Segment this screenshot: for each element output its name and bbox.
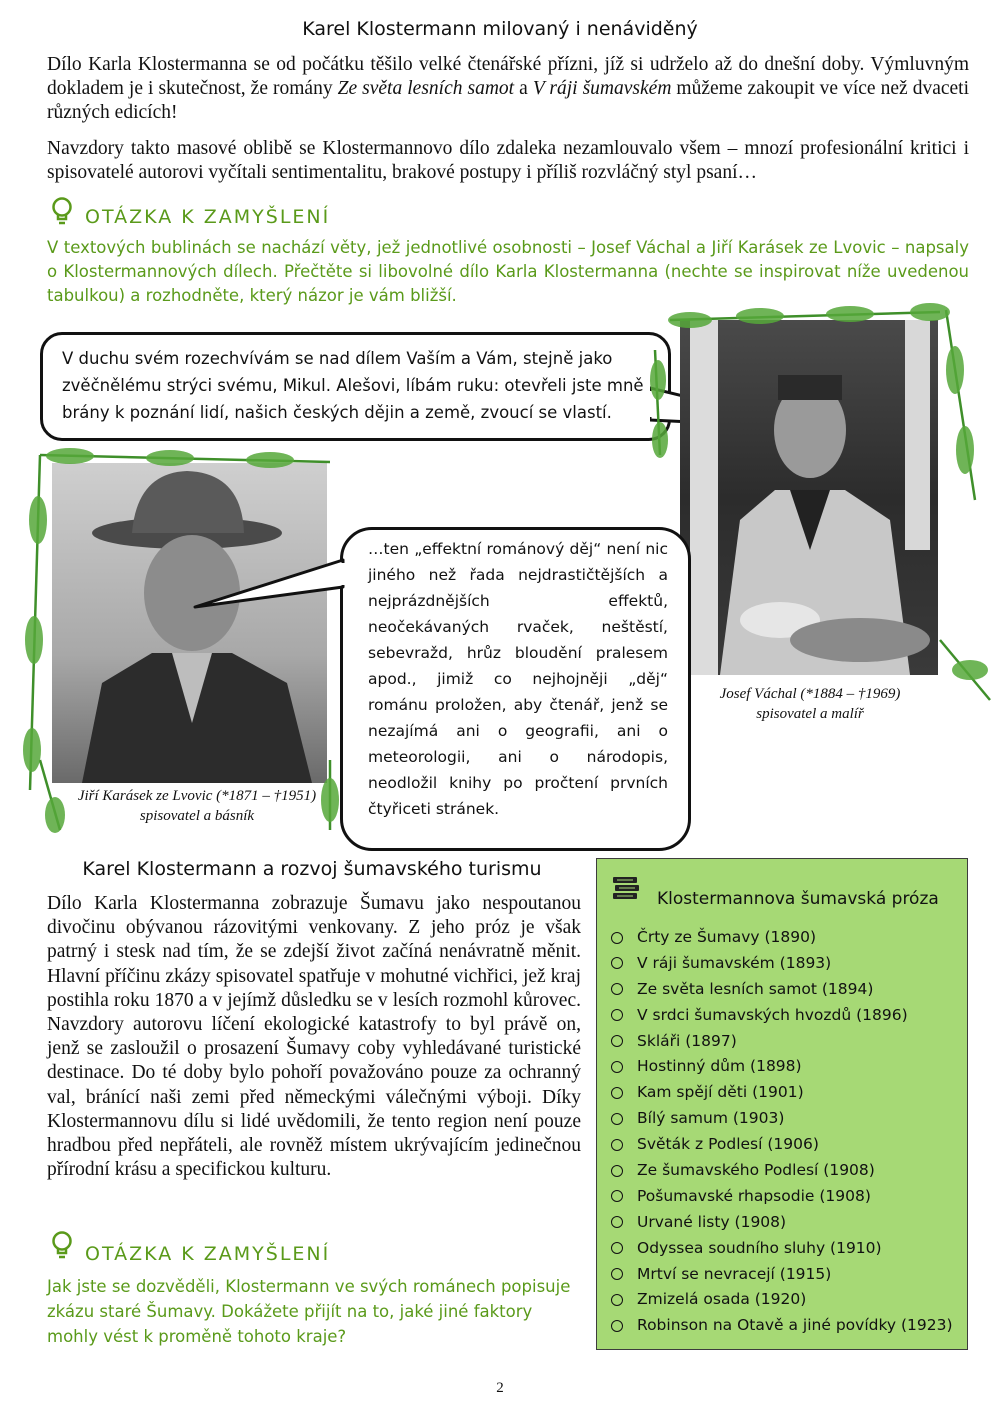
question-heading-1: OTÁZKA K ZAMYŠLENÍ bbox=[85, 206, 331, 228]
bullet-icon bbox=[611, 1113, 623, 1125]
bullet-icon bbox=[611, 1268, 623, 1280]
work-title: Ze světa lesních samot (1894) bbox=[637, 979, 874, 998]
works-list bbox=[611, 925, 961, 1339]
title-v-raji: V ráji šumavském bbox=[532, 78, 672, 99]
bullet-icon bbox=[611, 1242, 623, 1254]
question-heading-2: OTÁZKA K ZAMYŠLENÍ bbox=[85, 1243, 331, 1265]
bullet-icon bbox=[611, 1294, 623, 1306]
work-title: Ze šumavského Podlesí (1908) bbox=[637, 1161, 875, 1180]
bullet-icon bbox=[611, 1139, 623, 1151]
caption-vachal-role: spisovatel a malíř bbox=[756, 706, 864, 722]
bullet-icon bbox=[611, 957, 623, 969]
works-list-box bbox=[596, 858, 968, 1350]
bullet-icon bbox=[611, 1165, 623, 1177]
books-icon bbox=[611, 873, 641, 903]
speech-bubble-vachal-text: V duchu svém rozechvívám se nad dílem Vaším a Vám, stejně jako zvěčnělému strýci svému, Mikul. Alešovi, líbám ruku: otevřeli jste mně brány k poznání lidí, našich českých dějin a země, zvoucí se vlastí. bbox=[62, 349, 644, 422]
caption-vachal-name: Josef Váchal (*1884 – †1969) bbox=[719, 686, 901, 702]
list-item bbox=[611, 1106, 961, 1132]
list-item bbox=[611, 925, 961, 951]
list-item bbox=[611, 1236, 961, 1262]
list-item bbox=[611, 977, 961, 1003]
list-item bbox=[611, 1158, 961, 1184]
work-title: Odyssea soudního sluhy (1910) bbox=[637, 1238, 882, 1257]
list-item bbox=[611, 1262, 961, 1288]
work-title: Robinson na Otavě a jiné povídky (1923) bbox=[637, 1316, 953, 1335]
work-title: Bílý samum (1903) bbox=[637, 1109, 785, 1128]
list-item bbox=[611, 1132, 961, 1158]
work-title: Skláři (1897) bbox=[637, 1031, 737, 1050]
bullet-icon bbox=[611, 1087, 623, 1099]
work-title: V ráji šumavském (1893) bbox=[637, 953, 832, 972]
works-list-title: Klostermannova šumavská próza bbox=[657, 889, 939, 909]
question-text-1: V textových bublinách se nachází věty, jež jednotlivé osobnosti – Josef Váchal a Jiří Karásek ze Lvovic – napsaly o Klostermannových dílech. Přečtěte si libovolné dílo Karla Klostermanna (nechte se inspirovat níže uvedenou tabulkou) a rozhodněte, který názor je vám bližší. bbox=[47, 238, 969, 305]
list-item bbox=[611, 1184, 961, 1210]
bullet-icon bbox=[611, 1061, 623, 1073]
bullet-icon bbox=[611, 1009, 623, 1021]
bullet-icon bbox=[611, 1190, 623, 1202]
list-item bbox=[611, 1287, 961, 1313]
caption-karasek-role: spisovatel a básník bbox=[139, 808, 255, 824]
bullet-icon bbox=[611, 932, 623, 944]
work-title: Urvané listy (1908) bbox=[637, 1212, 787, 1231]
bullet-icon bbox=[611, 1035, 623, 1047]
critics-paragraph: Navzdory takto masové oblibě se Klostermannovo dílo zdaleka nezamlouvalo všem – mnozí profesionální kritici i spisovatelé autorovi vyčítali sentimentalitu, brakové postupy i příliš rozvláčný styl psaní… bbox=[47, 138, 969, 183]
work-title: Zmizelá osada (1920) bbox=[637, 1290, 807, 1309]
work-title: Mrtví se nevracejí (1915) bbox=[637, 1264, 832, 1283]
title-ze-sveta: Ze světa lesních samot bbox=[337, 78, 515, 99]
work-title: Světák z Podlesí (1906) bbox=[637, 1135, 819, 1154]
list-item bbox=[611, 1029, 961, 1055]
intro-text-c: můžeme zakoupit ve více než dvaceti různých edicích! bbox=[47, 78, 969, 123]
list-item bbox=[611, 1003, 961, 1029]
list-item bbox=[611, 951, 961, 977]
bullet-icon bbox=[611, 1320, 623, 1332]
section-title-1: Karel Klostermann milovaný i nenáviděný bbox=[302, 18, 698, 40]
work-title: Hostinný dům (1898) bbox=[637, 1057, 802, 1076]
section-title-2: Karel Klostermann a rozvoj šumavského turismu bbox=[82, 858, 542, 880]
page-number: 2 bbox=[496, 1380, 504, 1396]
lightbulb-icon bbox=[50, 1230, 74, 1262]
list-item bbox=[611, 1054, 961, 1080]
work-title: Kam spějí děti (1901) bbox=[637, 1083, 804, 1102]
work-title: V srdci šumavských hvozdů (1896) bbox=[637, 1005, 908, 1024]
bullet-icon bbox=[611, 1216, 623, 1228]
list-item bbox=[611, 1210, 961, 1236]
intro-text-b: a bbox=[514, 78, 533, 99]
list-item bbox=[611, 1080, 961, 1106]
question-text-2: Jak jste se dozvěděli, Klostermann ve svých románech popisuje zkázu staré Šumavy. Dokážete přijít na to, jaké jiné faktory mohly vést k proměně tohoto kraje? bbox=[47, 1277, 571, 1346]
tourism-paragraph: Dílo Karla Klostermanna zobrazuje Šumavu jako nespoutanou divočinu obývanou rázovitými venkovany. Z jeho próz je však patrný i stesk nad tím, že se zdejší život začíná nenávratně měnit. Hlavní příčinu zkázy spisovatel spatřuje v mohutné vichřici, jež kraj postihla roku 1870 a v jejímž důsledku se v lesích rozmohl kůrovec. Navzdory autorovu líčení ekologické katastrofy to byl právě on, jenž se zasloužil o prosazení Šumavy coby vyhledávané turistické destinace. Do té doby bylo pohoří považováno pouze za ochranný val, bránící naši zemi před německými válečnými výboji. Díky Klostermannovu dílu si lidé uvědomili, že tento region není pouze hradbou před nepřáteli, ale rovněž místem ukrývajícím jedinečnou přírodní krásu a specifickou kulturu. bbox=[47, 893, 581, 1181]
bullet-icon bbox=[611, 983, 623, 995]
speech-bubble-karasek-text: …ten „effektní románový děj“ není nic jiného než řada nejdrastičtějších a nejprázdnějších effektů, neočekávaných rvaček, neštěstí, sebevražd, hrůz bloudění pralesem apod., jimiž co nejhojněji „děj“ románu proložen, aby čtenář, jenž se nezajímá ani o geografii, ani o meteorologii, ani o národopis, neodložil knihy po pročtení prvních čtyřiceti stránek. bbox=[368, 540, 668, 818]
caption-karasek-name: Jiří Karásek ze Lvovic (*1871 – †1951) bbox=[77, 788, 317, 804]
list-item bbox=[611, 1313, 961, 1339]
work-title: Pošumavské rhapsodie (1908) bbox=[637, 1186, 871, 1205]
intro-text-a: Dílo Karla Klostermanna se od počátku těšilo velké čtenářské přízni, jíž si udrželo až do dnešní doby. Výmluvným dokladem je i skutečnost, že romány bbox=[47, 54, 969, 99]
work-title: Črty ze Šumavy (1890) bbox=[637, 928, 817, 946]
